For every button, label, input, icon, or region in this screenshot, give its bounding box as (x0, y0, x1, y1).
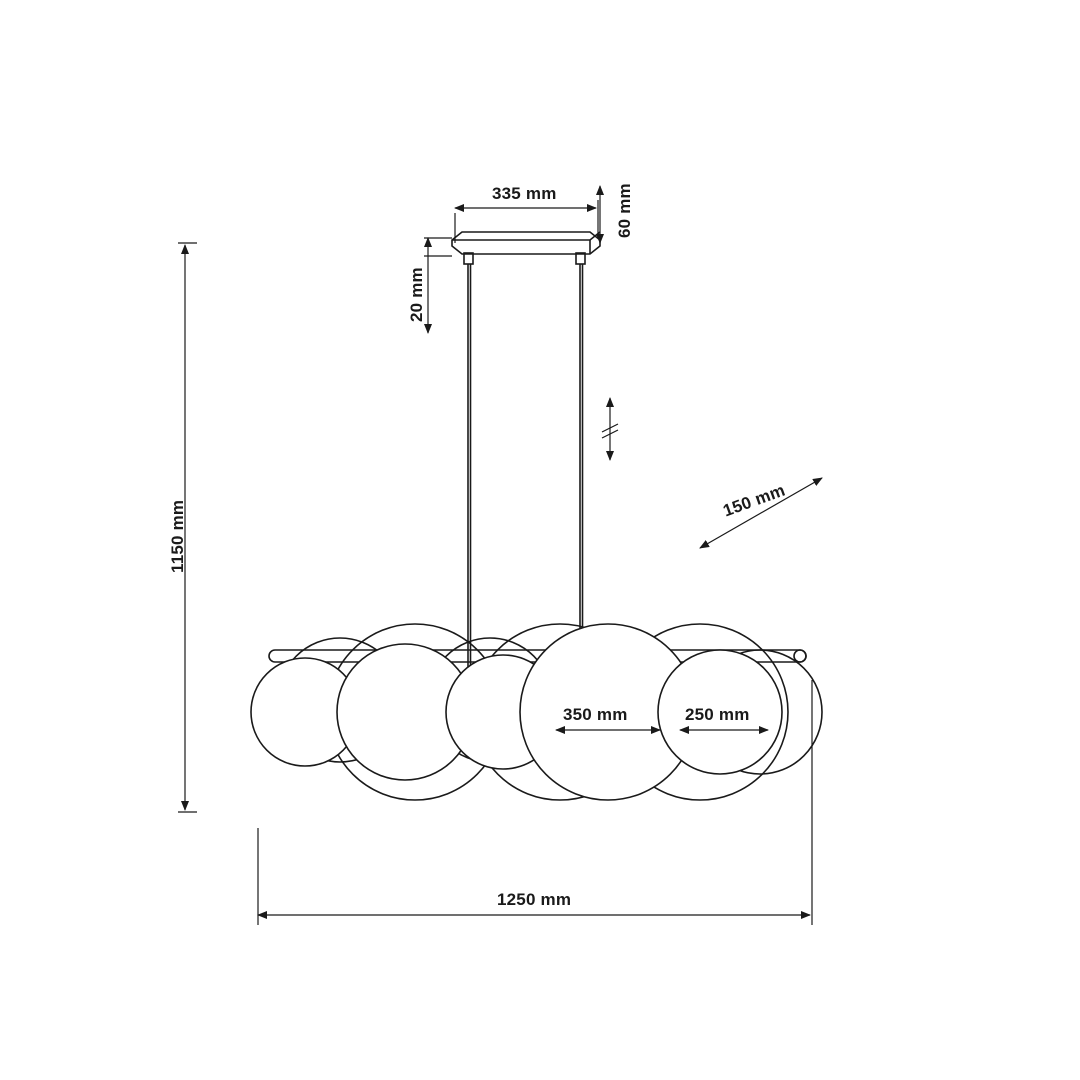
canopy (452, 232, 600, 254)
dim-label-shade-large: 350 mm (563, 705, 628, 724)
dim-label-shade-small: 250 mm (685, 705, 750, 724)
suspension-rods (464, 253, 585, 672)
dim-label-canopy-depth: 60 mm (615, 183, 634, 238)
dim-label-canopy-height: 20 mm (407, 267, 426, 322)
dim-label-canopy-width: 335 mm (492, 184, 557, 203)
dim-label-total-width: 1250 mm (497, 890, 572, 909)
dim-label-shade-depth: 150 mm (720, 480, 788, 521)
dimension-lines (178, 186, 822, 925)
dim-label-total-height: 1150 mm (168, 499, 187, 573)
